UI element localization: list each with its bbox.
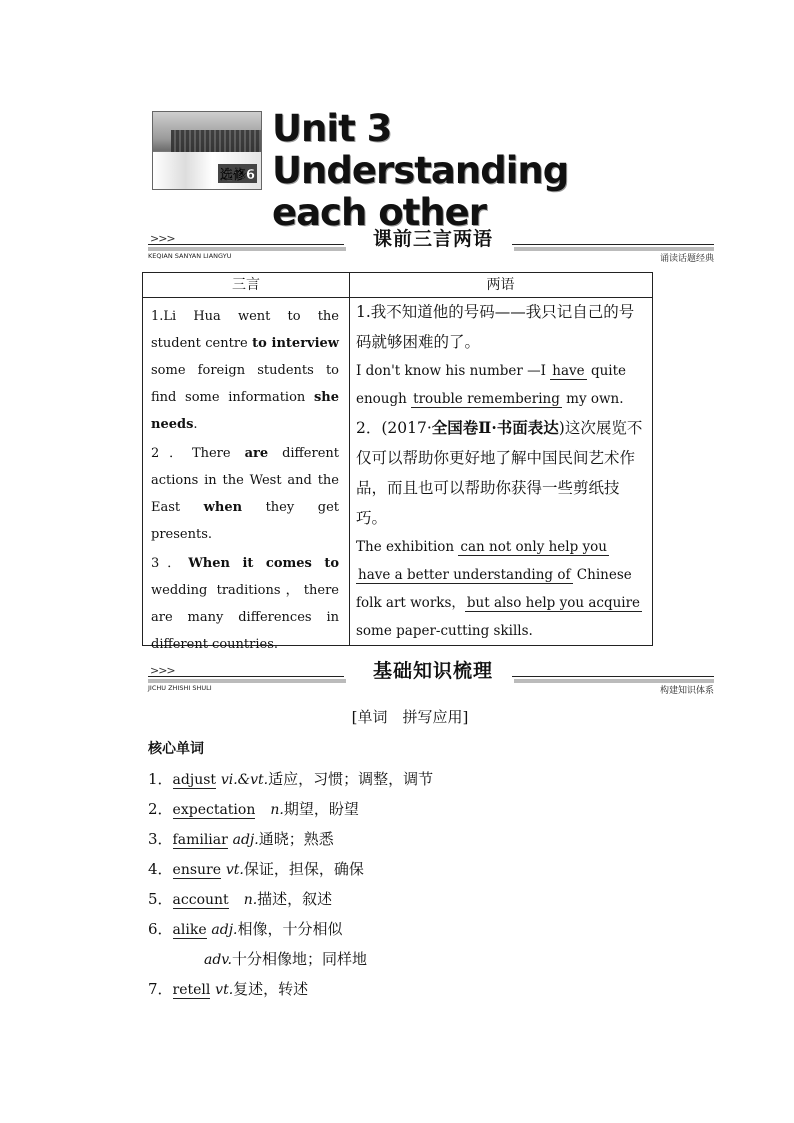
vocab-item: adv.十分相像地；同样地 [204, 950, 368, 968]
unit-title-line2: each other [272, 191, 487, 234]
answer-blank: familiar [172, 832, 228, 848]
unit-cover-image [152, 111, 262, 190]
translation-2-english: The exhibition can not only help you have a better understanding of Chinese folk art works， but also help you acquire some paper-cutting skills. [356, 539, 641, 639]
vocab-item: 5．account n.描述，叙述 [148, 890, 333, 908]
vocab-item: 2．expectation n.期望，盼望 [148, 800, 359, 818]
vocab-item: 1．adjust vi.&vt.适应，习惯；调整，调节 [148, 770, 434, 788]
answer-blank: retell [172, 982, 211, 998]
elective-badge: 选修6 [218, 164, 257, 183]
core-words-label: 核心单词 [148, 741, 204, 757]
answer-blank: ensure [172, 862, 222, 878]
section-subtitle: 诵读话题经典 [659, 254, 714, 264]
section-pinyin: KEQIAN SANYAN LIANGYU [148, 252, 232, 260]
unit-title [272, 108, 692, 234]
vocab-item: 7．retell vt.复述，转述 [148, 980, 309, 998]
section-subtitle: 构建知识体系 [659, 686, 714, 696]
translation-2-chinese: 2．(2017·全国卷Ⅱ·书面表达)这次展览不仅可以帮助你更好地了解中国民间艺术作品，而且也可以帮助你获得一些剪纸技巧。 [356, 418, 643, 527]
table-cell-left [151, 303, 339, 658]
section-pinyin: JICHU ZHISHI SHULI [148, 684, 212, 692]
answer-blank: account [172, 892, 229, 908]
sentence-2: 2．There are different actions in the West and the East when they get presents. [151, 446, 339, 542]
arrows-icon: >>> [150, 232, 175, 245]
vocab-item: 6．alike adj.相像，十分相似 [148, 920, 343, 938]
sentence-3: 3．When it comes to wedding traditions，there are many differences in different countries. [151, 556, 339, 652]
answer-blank: adjust [172, 772, 217, 788]
phrase-table [142, 272, 653, 652]
translation-1-english: I don't know his number —I have quite enough trouble remembering my own. [356, 363, 627, 407]
answer-blank: alike [172, 922, 207, 938]
section-title: 课前三言两语 [372, 228, 493, 250]
sub-heading: [单词 拼写应用] [351, 708, 469, 726]
vocab-item: 3．familiar adj.通晓；熟悉 [148, 830, 334, 848]
table-cell-right [356, 297, 646, 645]
sentence-1: 1.Li Hua went to the student centre to interview some foreign students to find some information she needs. [151, 309, 339, 432]
forest-illustration [171, 130, 261, 152]
table-header-right: 两语 [349, 273, 652, 298]
translation-1-chinese: 1.我不知道他的号码——我只记自己的号码就够困难的了。 [356, 303, 635, 351]
arrows-icon: >>> [150, 664, 175, 677]
answer-blank: expectation [172, 802, 256, 818]
section-title: 基础知识梳理 [372, 660, 493, 682]
table-header-left: 三言 [143, 273, 349, 298]
vocab-item: 4．ensure vt.保证，担保，确保 [148, 860, 364, 878]
section-banner-preview [148, 228, 714, 264]
section-banner-basics [148, 660, 714, 696]
unit-title-line1: Unit 3 Understanding [272, 107, 569, 192]
